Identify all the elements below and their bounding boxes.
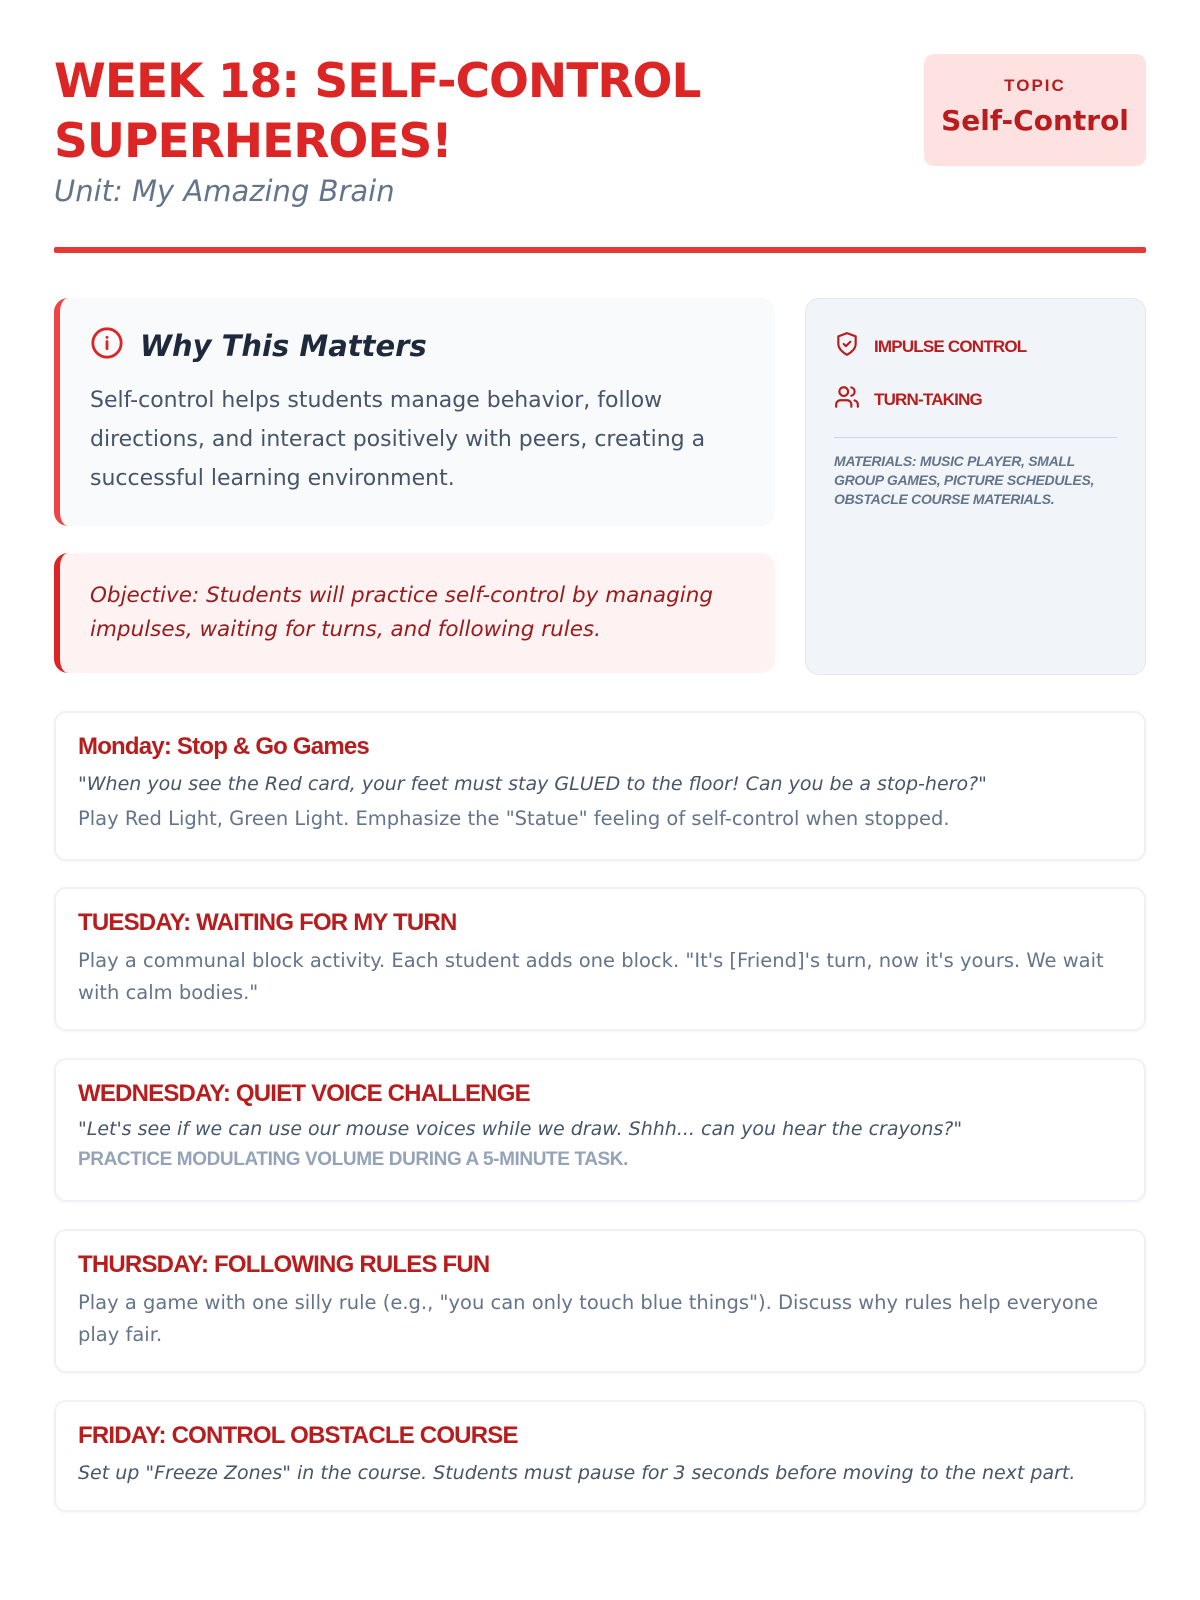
sidebar-divider [834, 437, 1117, 438]
why-card [54, 298, 775, 526]
day-title: FRIDAY: CONTROL OBSTACLE COURSE [78, 1422, 518, 1449]
day-title: TUESDAY: WAITING FOR MY TURN [78, 909, 457, 936]
header [54, 0, 1146, 255]
why-header [90, 326, 747, 365]
tag-turn-taking [834, 384, 1117, 415]
unit-subtitle: Unit: My Amazing Brain [54, 174, 395, 208]
day-quote: "When you see the Red card, your feet must stay GLUED to the floor! Can you be a stop-hero?" [78, 773, 987, 795]
skills-sidebar [805, 298, 1146, 675]
day-title: WEDNESDAY: QUIET VOICE CHALLENGE [78, 1080, 530, 1107]
info-icon [90, 326, 124, 365]
day-description: Play Red Light, Green Light. Emphasize the "Statue" feeling of self-control when stopped. [78, 807, 950, 830]
day-card-friday [54, 1400, 1146, 1512]
overview-section [54, 255, 1146, 695]
day-description: Play a communal block activity. Each student adds one block. "It's [Friend]'s turn, now it's yours. We wait with calm bodies." [78, 949, 1104, 1004]
why-title: Why This Matters [140, 328, 427, 363]
day-card-tuesday [54, 887, 1146, 1031]
day-description: Play a game with one silly rule (e.g., "you can only touch blue things"). Discuss why rules help everyone play fair. [78, 1291, 1099, 1346]
topic-badge [924, 54, 1146, 166]
header-divider [54, 247, 1146, 253]
users-icon [834, 384, 860, 415]
materials-text: MATERIALS: MUSIC PLAYER, SMALL GROUP GAMES, PICTURE SCHEDULES, OBSTACLE COURSE MATERIALS. [834, 453, 1095, 507]
day-description: PRACTICE MODULATING VOLUME DURING A 5-MINUTE TASK. [78, 1149, 628, 1170]
topic-value: Self-Control [941, 104, 1129, 137]
day-title: THURSDAY: FOLLOWING RULES FUN [78, 1251, 490, 1278]
objective-card: Objective: Students will practice self-control by managing impulses, waiting for turns, and following rules. [54, 553, 775, 673]
tag-label: IMPULSE CONTROL [874, 336, 1027, 356]
why-text: Self-control helps students manage behavior, follow directions, and interact positively with peers, creating a successful learning environment. [90, 388, 706, 491]
day-quote: Set up "Freeze Zones" in the course. Students must pause for 3 seconds before moving to the next part. [78, 1462, 1076, 1484]
day-title: Monday: Stop & Go Games [78, 733, 369, 760]
day-card-monday [54, 711, 1146, 861]
tag-impulse-control [834, 331, 1117, 362]
day-quote: "Let's see if we can use our mouse voices while we draw. Shhh... can you hear the crayons?" [78, 1118, 963, 1140]
topic-label: TOPIC [1004, 76, 1066, 95]
page-title: WEEK 18: SELF-CONTROL SUPERHEROES! [54, 54, 701, 169]
day-card-thursday [54, 1229, 1146, 1373]
day-card-wednesday [54, 1058, 1146, 1202]
shield-check-icon [834, 331, 860, 362]
tag-label: TURN-TAKING [874, 389, 982, 409]
